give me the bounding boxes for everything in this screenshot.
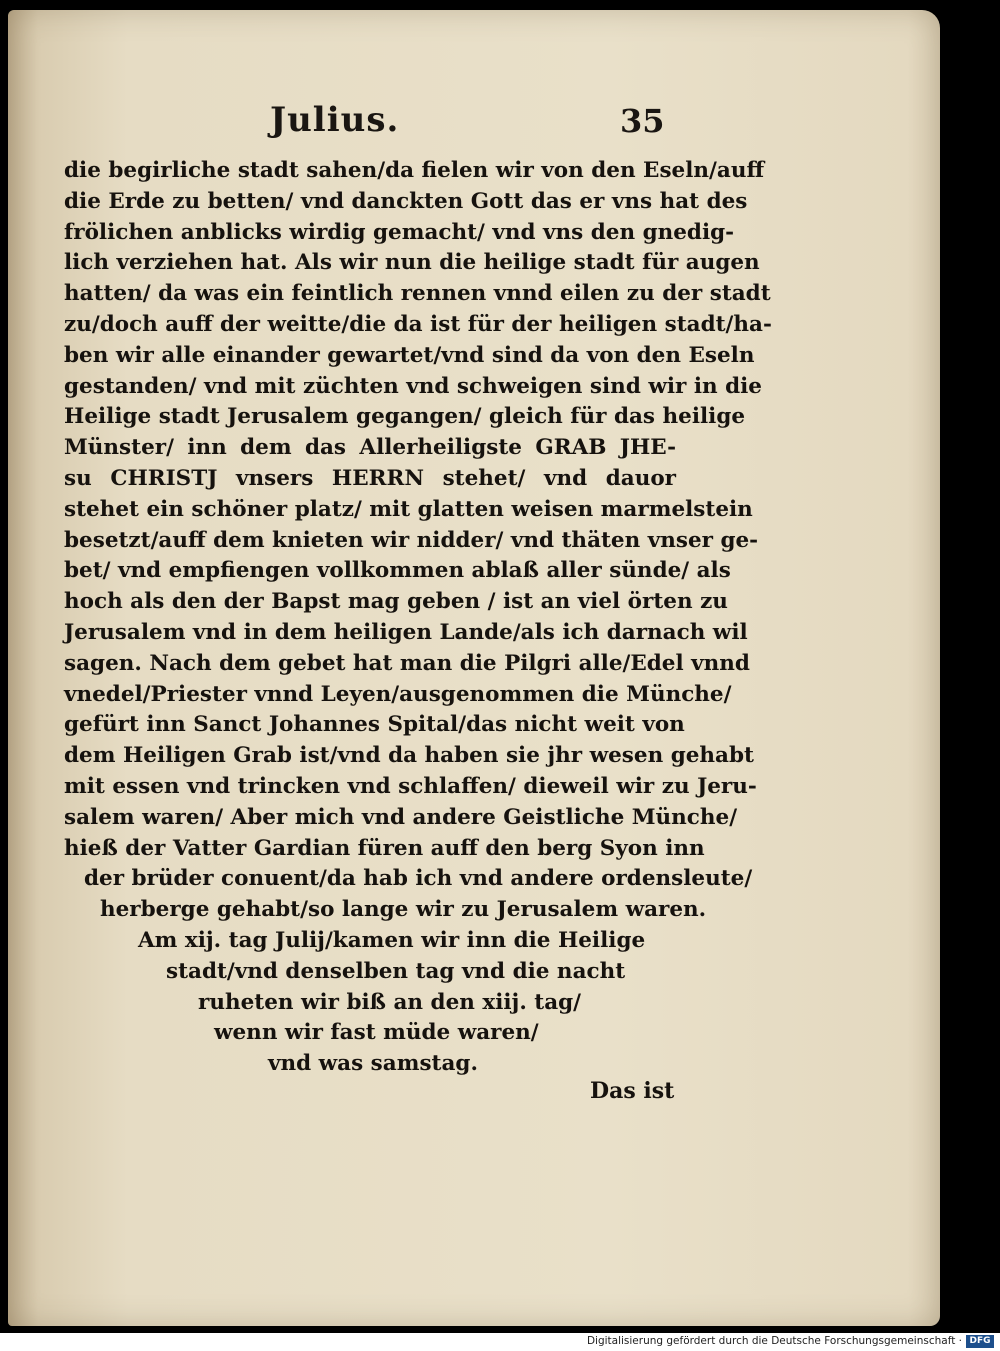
- text-line: die Erde zu betten/ vnd danckten Gott das er vns hat des: [64, 188, 748, 214]
- text-line: die begirliche stadt sahen/da fielen wir von den Eseln/auff: [64, 158, 765, 183]
- dfg-logo: DFG: [966, 1335, 994, 1348]
- catchword: Das ist: [590, 1078, 675, 1104]
- text-line: der brüder conuent/da hab ich vnd andere ordensleute/: [84, 866, 753, 892]
- text-line: Münster/ inn dem das Allerheiligste GRAB JHE-: [64, 435, 676, 461]
- book-page: [8, 10, 940, 1326]
- text-line: wenn wir fast müde waren/: [214, 1020, 539, 1046]
- body-text: [64, 156, 772, 1080]
- text-line: hoch als den der Bapst mag geben / ist an viel örten zu: [64, 589, 728, 615]
- text-line: gefürt inn Sanct Johannes Spital/das nicht weit von: [64, 712, 685, 738]
- text-line: vnd was samstag.: [268, 1051, 478, 1077]
- text-line: ben wir alle einander gewartet/vnd sind da von den Eseln: [64, 342, 755, 368]
- text-line: bet/ vnd empfiengen vollkommen ablaß aller sünde/ als: [64, 558, 731, 584]
- text-line: su CHRISTJ vnsers HERRN stehet/ vnd dauor: [64, 465, 676, 491]
- text-line: mit essen vnd trincken vnd schlaffen/ dieweil wir zu Jeru-: [64, 773, 757, 799]
- running-head: Julius.: [270, 100, 400, 140]
- text-line: ruheten wir biß an den xiij. tag/: [198, 989, 582, 1015]
- text-line: herberge gehabt/so lange wir zu Jerusalem waren.: [100, 897, 707, 923]
- text-line: lich verziehen hat. Als wir nun die heilige stadt für augen: [64, 250, 760, 276]
- text-line: hieß der Vatter Gardian füren auff den berg Syon inn: [64, 835, 705, 861]
- text-line: besetzt/auff dem knieten wir nidder/ vnd thäten vnser ge-: [64, 527, 759, 553]
- text-line: hatten/ da was ein feintlich rennen vnnd eilen zu der stadt: [64, 281, 771, 307]
- funding-credit: Digitalisierung gefördert durch die Deutsche Forschungsgemeinschaft ·: [586, 1335, 962, 1347]
- text-line: stadt/vnd denselben tag vnd die nacht: [166, 958, 626, 984]
- text-line: Jerusalem vnd in dem heiligen Lande/als ich darnach wil: [64, 619, 748, 645]
- text-line: dem Heiligen Grab ist/vnd da haben sie jhr wesen gehabt: [64, 743, 754, 769]
- text-line: frölichen anblicks wirdig gemacht/ vnd vns den gnedig-: [64, 219, 735, 245]
- text-line: Heilige stadt Jerusalem gegangen/ gleich für das heilige: [64, 404, 746, 430]
- text-line: salem waren/ Aber mich vnd andere Geistliche Münche/: [64, 804, 738, 830]
- text-line: vnedel/Priester vnnd Leyen/ausgenommen die Münche/: [64, 681, 732, 707]
- text-line: Am xij. tag Julij/kamen wir inn die Heilige: [138, 927, 646, 953]
- text-line: gestanden/ vnd mit züchten vnd schweigen sind wir in die: [64, 373, 762, 399]
- text-line: sagen. Nach dem gebet hat man die Pilgri alle/Edel vnnd: [64, 650, 750, 676]
- footer-bar: [0, 1333, 1000, 1351]
- text-line: stehet ein schöner platz/ mit glatten weisen marmelstein: [64, 496, 753, 522]
- page-number: 35: [620, 102, 665, 140]
- text-line: zu/doch auff der weitte/die da ist für der heiligen stadt/ha-: [64, 311, 772, 337]
